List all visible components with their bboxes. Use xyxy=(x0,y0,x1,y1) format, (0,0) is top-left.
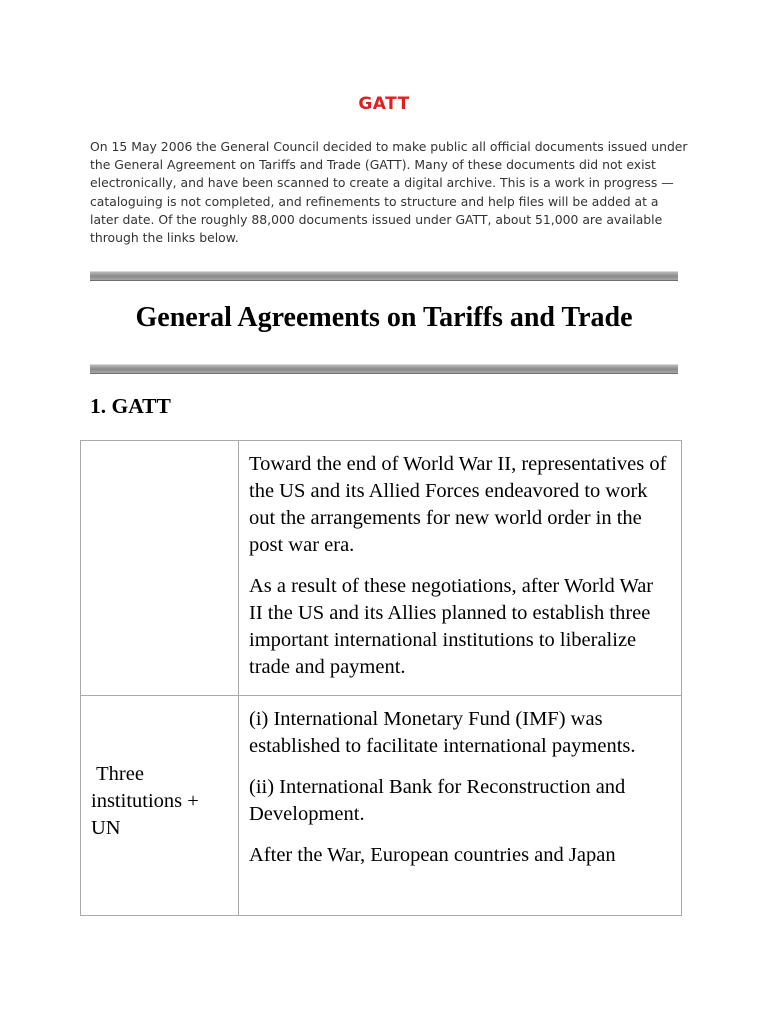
row-label-cell xyxy=(81,696,239,916)
row-text-cell xyxy=(239,696,682,916)
paragraph: Toward the end of World War II, representatives of the US and its Allied Forces endeavored to work out the arrangements for new world order in the post war era. xyxy=(249,453,667,556)
page-title: General Agreements on Tariffs and Trade xyxy=(135,302,633,333)
paragraph: After the War, European countries and Japan xyxy=(249,844,616,866)
intro-paragraph: On 15 May 2006 the General Council decided to make public all official documents issued under the General Agreement on Tariffs and Trade (GATT). Many of these documents did not exist electronically, and have been scanned to create a digital archive. This is a work in progress — cataloguing is not completed, and refinements to structure and help files will be added at a later date. Of the roughly 88,000 documents issued under GATT, about 51,000 are available through the links below. xyxy=(90,139,688,246)
horizontal-rule-bottom xyxy=(90,364,678,374)
row-text-cell xyxy=(239,441,682,696)
table-row xyxy=(81,696,682,916)
row-label-cell xyxy=(81,441,239,696)
gatt-heading: GATT xyxy=(358,94,410,114)
section-heading: 1. GATT xyxy=(90,394,171,418)
paragraph: (i) International Monetary Fund (IMF) was established to facilitate international payments. xyxy=(249,708,636,757)
row-label: Three institutions + UN xyxy=(91,763,204,839)
table-row xyxy=(81,441,682,696)
horizontal-rule-top xyxy=(90,271,678,281)
row-label xyxy=(81,564,238,572)
paragraph: As a result of these negotiations, after World War II the US and its Allies planned to establish three important international institutions to liberalize trade and payment. xyxy=(249,575,654,678)
paragraph: (ii) International Bank for Reconstruction and Development. xyxy=(249,776,626,825)
content-table xyxy=(80,440,682,916)
